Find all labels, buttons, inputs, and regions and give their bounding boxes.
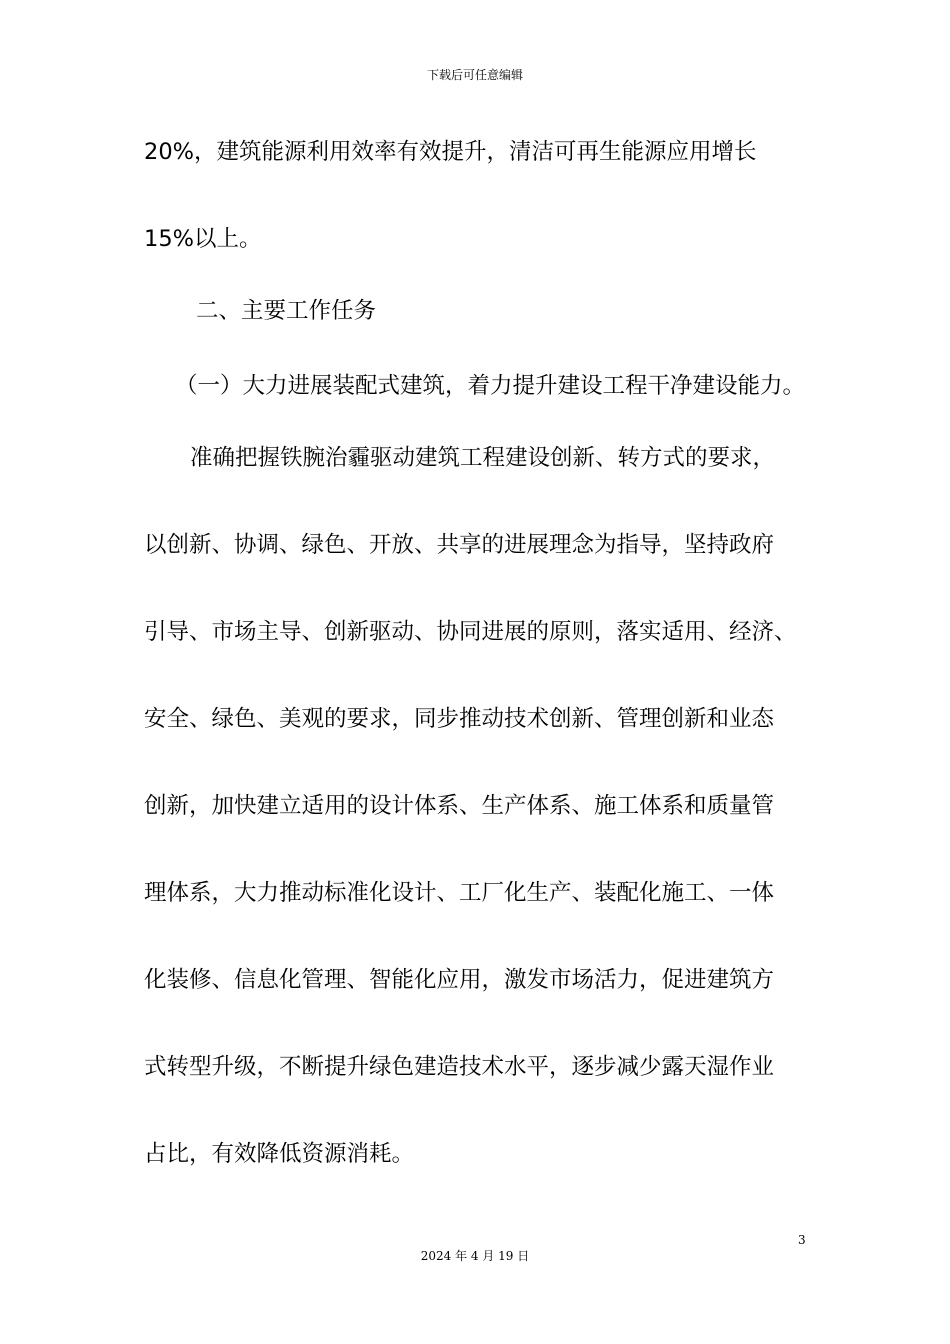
body-line: 式转型升级，不断提升绿色建造技术水平，逐步减少露天湿作业 bbox=[144, 1054, 775, 1080]
body-line: 安全、绿色、美观的要求，同步推动技术创新、管理创新和业态 bbox=[144, 706, 775, 732]
section-heading: 二、主要工作任务 bbox=[196, 298, 377, 324]
body-line: 创新，加快建立适用的设计体系、生产体系、施工体系和质量管 bbox=[144, 793, 775, 819]
body-line: 理体系，大力推动标准化设计、工厂化生产、装配化施工、一体 bbox=[144, 880, 775, 906]
body-line: 引导、市场主导、创新驱动、协同进展的原则，落实适用、经济、 bbox=[144, 619, 797, 645]
subsection-heading: （一）大力进展装配式建筑，着力提升建设工程干净建设能力。 bbox=[175, 373, 806, 399]
footer-date: 2024 年 4 月 19 日 bbox=[420, 1249, 530, 1263]
body-line: 化装修、信息化管理、智能化应用，激发市场活力，促进建筑方 bbox=[144, 967, 775, 993]
body-line: 20%，建筑能源利用效率有效提升，清洁可再生能源应用增长 bbox=[144, 139, 757, 165]
body-line: 准确把握铁腕治霾驱动建筑工程建设创新、转方式的要求， bbox=[190, 445, 776, 471]
body-line: 以创新、协调、绿色、开放、共享的进展理念为指导，坚持政府 bbox=[144, 532, 775, 558]
body-line: 占比，有效降低资源消耗。 bbox=[144, 1141, 415, 1167]
page-number: 3 bbox=[798, 1233, 806, 1247]
page-header: 下载后可任意编辑 bbox=[426, 68, 523, 82]
body-line: 15%以上。 bbox=[144, 226, 262, 252]
